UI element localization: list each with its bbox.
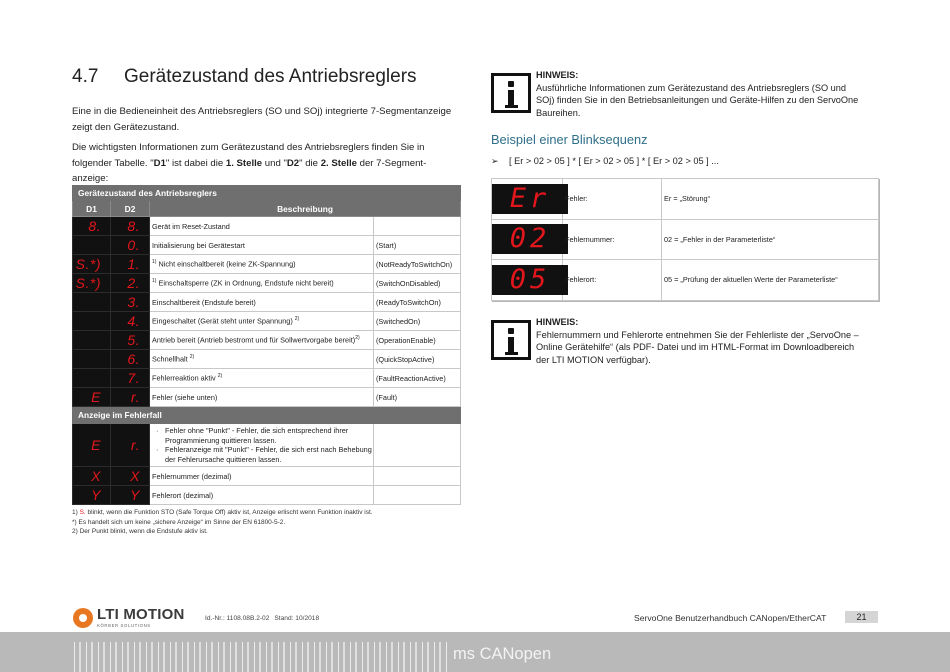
segment-d1: 8. (73, 217, 111, 236)
intro-text: und " (262, 157, 287, 169)
blink-sequence-title: Beispiel einer Blinksequenz (491, 132, 648, 147)
state-rows (73, 217, 461, 407)
error-label: Fehler: (563, 179, 662, 220)
column-header-d1: D1 (73, 201, 111, 217)
table-row (73, 331, 461, 350)
error-rows (492, 179, 879, 301)
state-description (150, 312, 374, 331)
error-label: Fehlerort: (563, 260, 662, 301)
segment-d1: S.*) (73, 255, 111, 274)
logo-subtitle: KÖRBER SOLUTIONS (97, 623, 151, 628)
segment-d1 (73, 369, 111, 388)
segment-d2: 4. (111, 312, 150, 331)
document-id: Id.-Nr.: 1108.08B.2-02 (205, 615, 270, 622)
footnote-ref: 1) (152, 278, 157, 285)
state-code: (OperationEnable) (374, 331, 461, 350)
description-text: Fehlerreaktion aktiv (152, 373, 218, 383)
document-date: Stand: 10/2018 (274, 615, 320, 622)
footnote-text: blinkt, wenn die Funktion STO (Safe Torque Off) aktiv ist, Anzeige erlischt wenn Funktion inaktiv ist. (85, 509, 373, 516)
arrow-bullet-icon: ➢ (491, 156, 499, 166)
state-code: (SwitchedOn) (374, 312, 461, 331)
info-icon (491, 320, 531, 360)
table-title: Gerätezustand des Antriebsreglers (73, 186, 461, 201)
description-text: Schnellhalt (152, 354, 190, 364)
segment-d2: X (111, 467, 150, 486)
hint-text: Fehlernummern und Fehlerorte entnehmen Sie der Fehlerliste der „ServoOne – Online Gerätehilfe“ (als PDF- Datei und im HTML-Format im Downloadbereich der LTI MOTION verfügbar). (536, 329, 859, 365)
state-description (150, 274, 374, 293)
segment-d1 (73, 293, 111, 312)
table-row (73, 388, 461, 407)
segment-display-value: 02 (492, 224, 568, 254)
segment-d2: 1. (111, 255, 150, 274)
error-label: Fehlernummer: (563, 219, 662, 260)
intro-text: " die (299, 157, 321, 169)
hint-label: HINWEIS: (536, 317, 579, 327)
error-display-table (491, 178, 879, 301)
list-item: · Fehler ohne "Punkt" - Fehler, die sich entsprechend ihrer Programmierung quittieren lassen. (156, 426, 373, 445)
segment-d1: S.*) (73, 274, 111, 293)
state-description (150, 388, 374, 407)
intro-text: der 7-Segment-anzeige: (72, 157, 427, 184)
footnote-ref: 1) (152, 259, 157, 266)
state-code: (ReadyToSwitchOn) (374, 293, 461, 312)
description-text: Antrieb bereit (Antrieb bestromt und für Sollwertvorgabe bereit) (152, 335, 356, 345)
table-row (73, 217, 461, 236)
band-text: ms CANopen (453, 645, 552, 663)
state-description: Fehlernummer (dezimal) (150, 467, 374, 486)
state-description (150, 217, 374, 236)
table-row (73, 236, 461, 255)
segment-d1: E (73, 424, 111, 467)
table-row (492, 260, 879, 301)
blink-sequence-text: [ Er > 02 > 05 ] * [ Er > 02 > 05 ] * [ Er > 02 > 05 ] ... (509, 156, 719, 166)
error-value: 02 = „Fehler in der Parameterliste“ (662, 219, 879, 260)
segment-d1 (73, 312, 111, 331)
intro-d1: D1 (153, 157, 166, 169)
state-code: (Fault) (374, 388, 461, 407)
segment-d1: X (73, 467, 111, 486)
intro-d2: D2 (286, 157, 300, 169)
description-text: Initialisierung bei Gerätestart (152, 240, 245, 250)
section-number: 4.7 (72, 66, 99, 87)
state-code (374, 467, 461, 486)
state-description (150, 331, 374, 350)
state-description (150, 293, 374, 312)
footnote-ref: 2) (189, 354, 195, 361)
intro-paragraph-2 (72, 140, 460, 187)
segment-d2: 2. (111, 274, 150, 293)
description-text: Gerät im Reset-Zustand (152, 221, 230, 231)
segment-d1 (73, 331, 111, 350)
state-code (374, 217, 461, 236)
segment-display-value: 05 (492, 265, 568, 295)
state-description (150, 369, 374, 388)
table-row (73, 255, 461, 274)
table-row (492, 219, 879, 260)
segment-d2: 0. (111, 236, 150, 255)
segment-d1 (73, 236, 111, 255)
state-description (150, 236, 374, 255)
description-text: Einschaltsperre (ZK in Ordnung, Endstufe nicht bereit) (156, 278, 334, 288)
segment-d2: 8. (111, 217, 150, 236)
state-code: (NotReadyToSwitchOn) (374, 255, 461, 274)
description-text: Fehler (siehe unten) (152, 392, 218, 402)
footnote-ref: 2) (217, 373, 223, 380)
state-code: (FaultReactionActive) (374, 369, 461, 388)
description-text: Einschaltbereit (Endstufe bereit) (152, 297, 256, 307)
footnote-ref: 2) (355, 335, 360, 342)
segment-d2: r. (111, 424, 150, 467)
hint-label: HINWEIS: (536, 70, 579, 80)
segment-d1: E (73, 388, 111, 407)
error-value: 05 = „Prüfung der aktuellen Werte der Parameterliste“ (662, 260, 879, 301)
section-heading (72, 66, 417, 88)
book-title: ServoOne Benutzerhandbuch CANopen/EtherCAT (634, 613, 827, 623)
intro-position-2: 2. Stelle (320, 157, 357, 169)
segment-d1 (73, 350, 111, 369)
segment-display (492, 219, 563, 260)
footer-meta (205, 615, 319, 622)
state-description (150, 255, 374, 274)
hint-box-2 (491, 316, 861, 366)
state-code: (SwitchOnDisabled) (374, 274, 461, 293)
state-description: Fehlerort (dezimal) (150, 486, 374, 505)
intro-position-1: 1. Stelle (225, 157, 263, 169)
fault-section-title: Anzeige im Fehlerfall (73, 407, 461, 424)
description-text: Nicht einschaltbereit (keine ZK-Spannung) (156, 259, 296, 269)
error-value: Er = „Störung“ (662, 179, 879, 220)
column-header-d2: D2 (111, 201, 150, 217)
footnote-sto-symbol: S. (79, 509, 86, 516)
segment-d1: Y (73, 486, 111, 505)
band-pattern (74, 642, 448, 672)
footnote-3: 2) Der Punkt blinkt, wenn die Endstufe aktiv ist. (72, 528, 208, 535)
company-logo (73, 607, 185, 628)
footnote-1 (72, 508, 373, 518)
table-row (492, 179, 879, 220)
table-row (73, 424, 461, 467)
state-description (150, 350, 374, 369)
table-row (73, 293, 461, 312)
device-state-table (72, 185, 461, 505)
description-text: Eingeschaltet (Gerät steht unter Spannung) (152, 316, 295, 326)
table-row (73, 350, 461, 369)
intro-paragraph-1: Eine in die Bedieneinheit des Antriebsreglers (SO und SOj) integrierte 7-Segmentanzeige zeigt den Gerätezustand. (72, 106, 452, 133)
state-code (374, 424, 461, 467)
segment-d2: 7. (111, 369, 150, 388)
logo-mark-icon (73, 608, 93, 628)
column-header-description: Beschreibung (150, 201, 461, 217)
segment-display-value: Er (492, 184, 568, 214)
hint-box-1 (491, 69, 861, 119)
table-footnotes (72, 508, 373, 537)
segment-display (492, 260, 563, 301)
hint-text: Ausführliche Informationen zum Gerätezustand des Antriebsreglers (SO und SOj) finden Sie in den Betriebsanleitungen und Geräte-Hilfen zu den ServoOne Baureihen. (536, 82, 859, 118)
segment-d2: 3. (111, 293, 150, 312)
segment-d2: r. (111, 388, 150, 407)
page-number: 21 (845, 611, 878, 623)
segment-d2: 6. (111, 350, 150, 369)
table-row (73, 274, 461, 293)
info-icon (491, 73, 531, 113)
intro-text: Die wichtigsten Informationen zum Gerätezustand des Antriebsreglers finden Sie in folgender Tabelle. " (72, 142, 425, 169)
state-code (374, 486, 461, 505)
blink-sequence (491, 156, 719, 167)
table-row (73, 486, 461, 505)
fault-description (150, 424, 374, 467)
footnote-2: *) Es handelt sich um keine „sichere Anzeige“ im Sinne der EN 61800-5-2. (72, 518, 286, 526)
section-title: Gerätezustand des Antriebsreglers (124, 66, 417, 87)
bottom-band (0, 632, 950, 672)
footnote-ref: 2) (294, 316, 300, 323)
table-row (73, 369, 461, 388)
intro-text: " ist dabei die (165, 157, 226, 169)
list-item: · Fehleranzeige mit "Punkt" - Fehler, die sich erst nach Behebung der Fehlerursache quittieren lassen. (156, 445, 373, 464)
logo-name: LTI MOTION (97, 606, 185, 623)
state-code: (QuickStopActive) (374, 350, 461, 369)
segment-d2: Y (111, 486, 150, 505)
table-row (73, 467, 461, 486)
footnote-text: 1) (72, 509, 80, 516)
table-row (73, 312, 461, 331)
segment-display (492, 179, 563, 220)
segment-d2: 5. (111, 331, 150, 350)
state-code: (Start) (374, 236, 461, 255)
